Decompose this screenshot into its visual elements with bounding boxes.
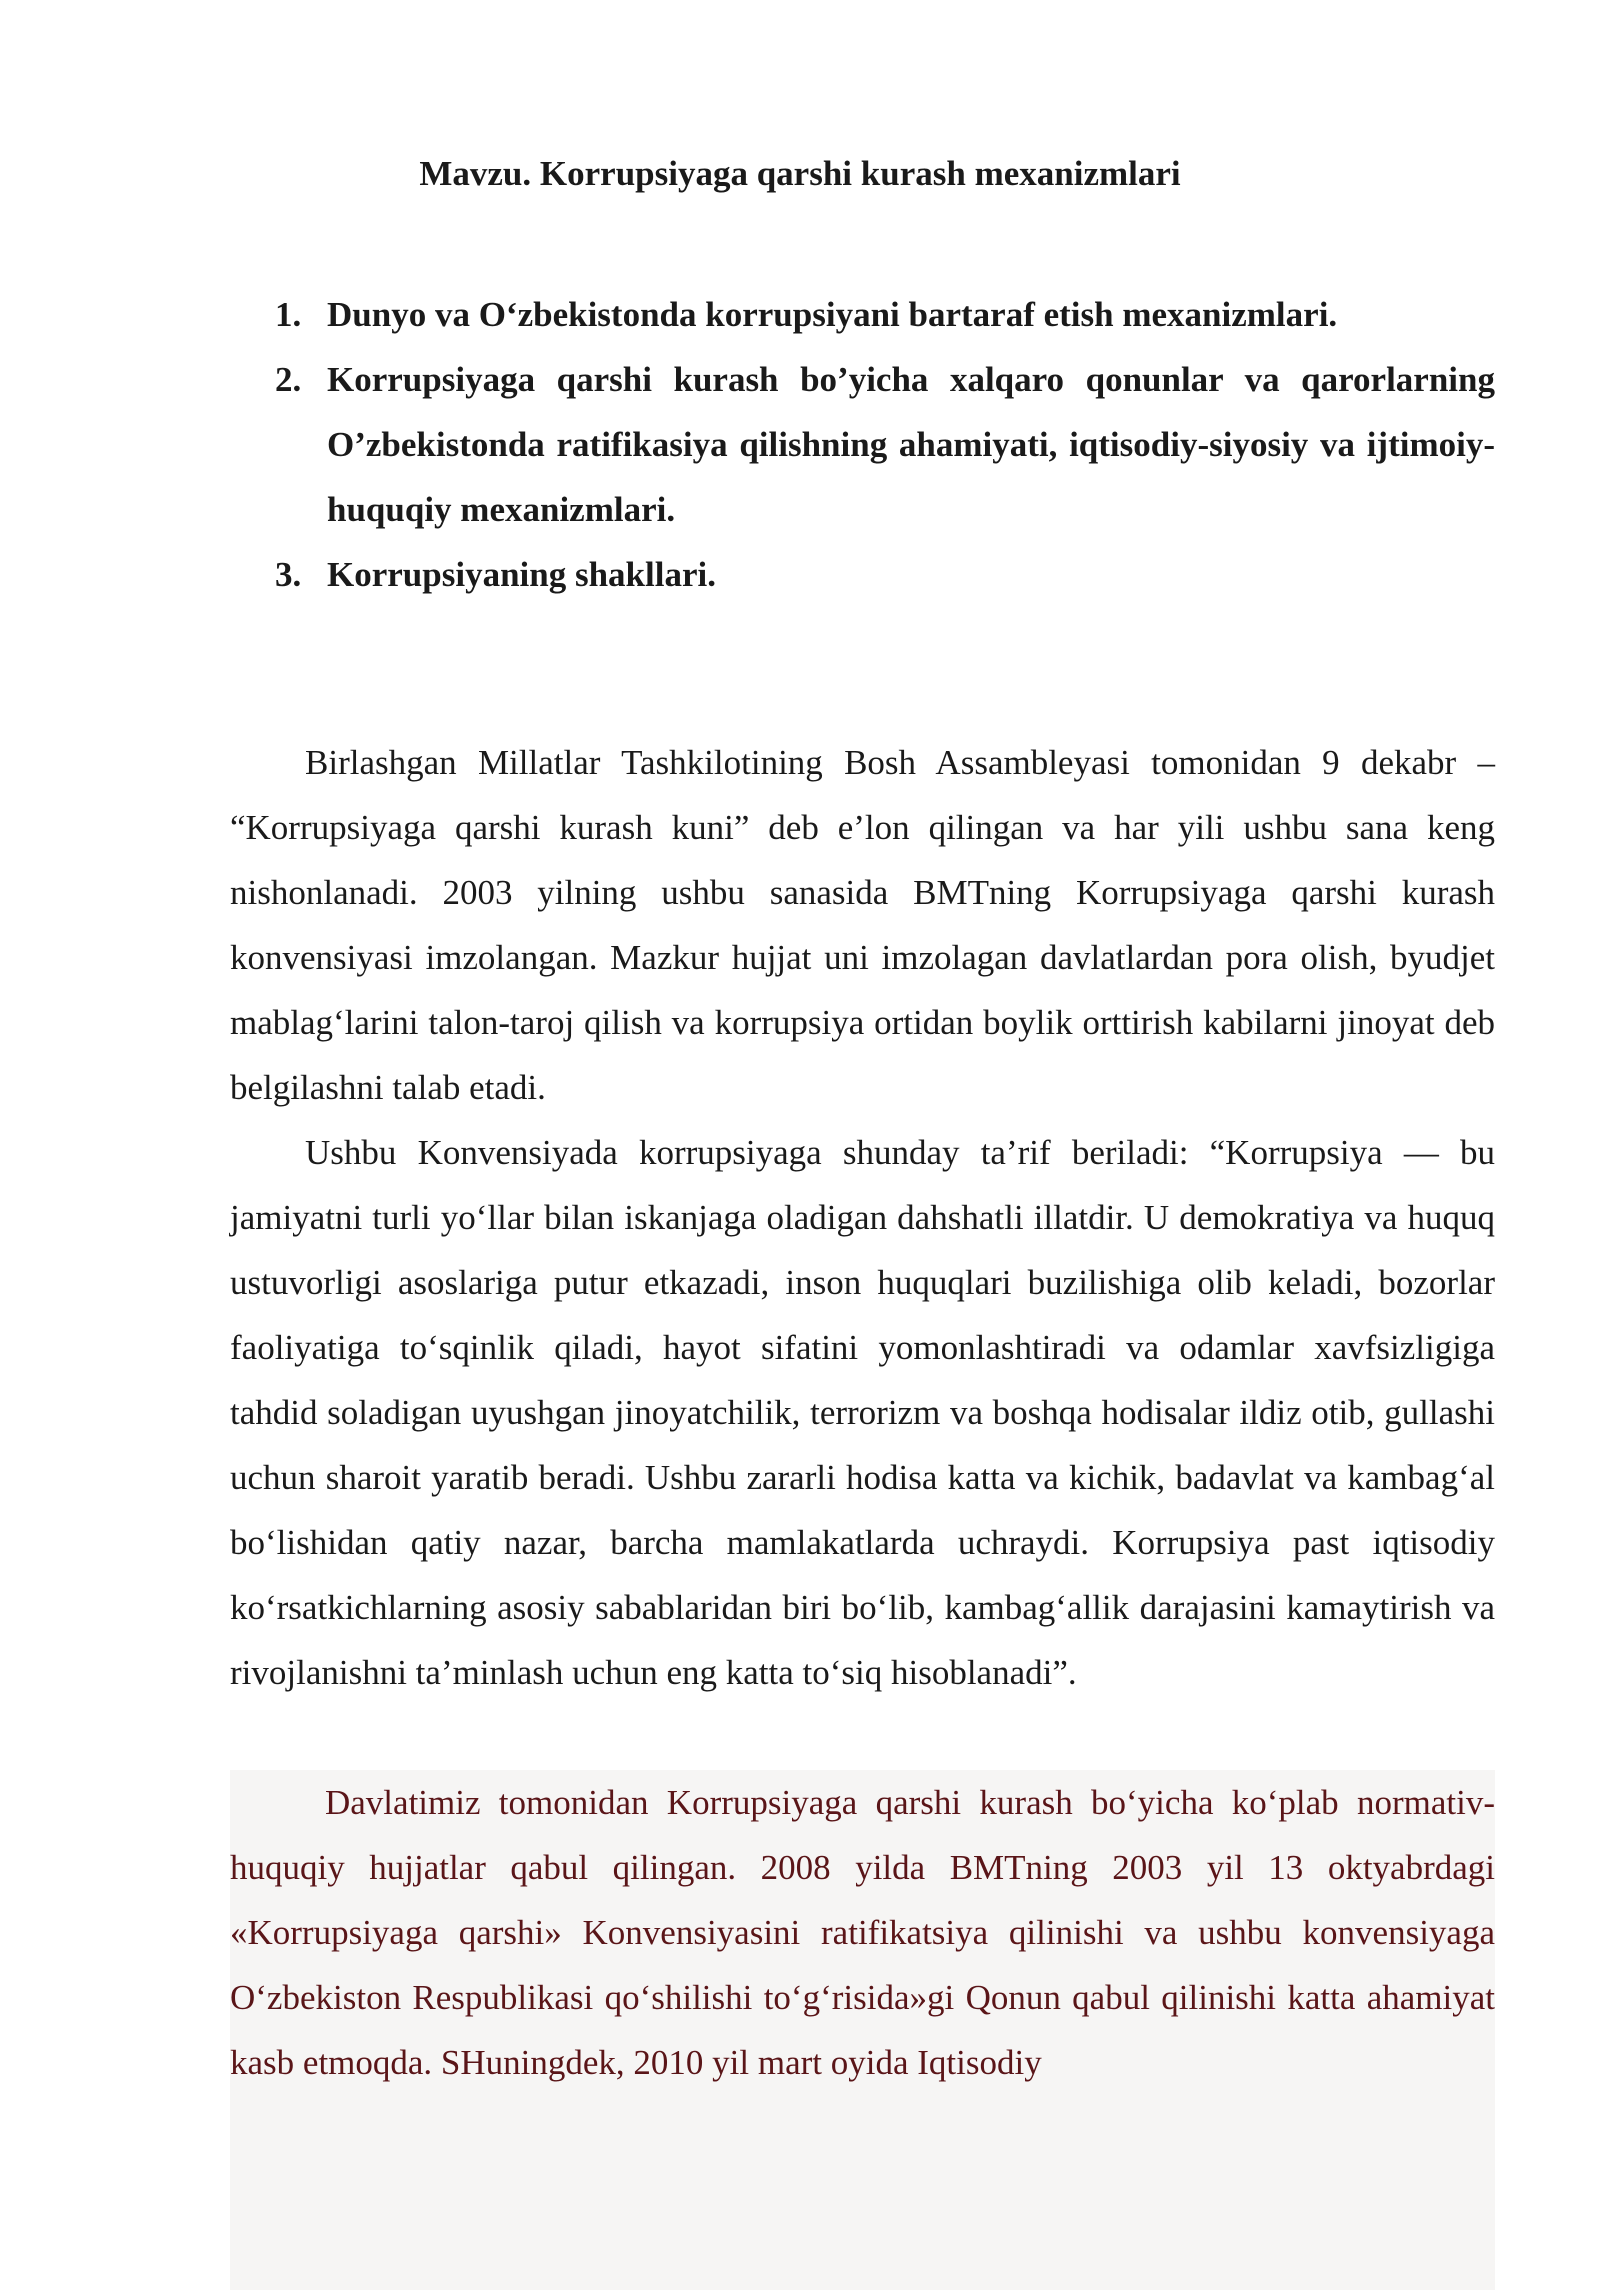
topic-number: 3.	[275, 555, 302, 594]
paragraph-block	[230, 730, 1495, 1120]
highlighted-paragraph-block	[230, 1770, 1495, 2290]
topic-number: 2.	[275, 360, 302, 399]
topic-text: Korrupsiyaning shakllari.	[327, 555, 716, 594]
topic-number: 1.	[275, 295, 302, 334]
paragraph-block	[230, 1120, 1495, 1705]
topic-item	[275, 282, 1495, 347]
topic-item	[275, 542, 1495, 607]
topic-list	[275, 282, 1495, 607]
body-paragraph: Ushbu Konvensiyada korrupsiyaga shunday ta’rif beriladi: “Korrupsiya — bu jamiyatni turli yo‘llar bilan iskanjaga oladigan dahshatli illatdir. U demokratiya va huquq ustuvorligi asoslariga putur etkazadi, inson huquqlari buzilishiga olib keladi, bozorlar faoliyatiga to‘sqinlik qiladi, hayot sifatini yomonlashtiradi va odamlar xavfsizligiga tahdid soladigan uyushgan jinoyatchilik, terrorizm va boshqa hodisalar ildiz otib, gullashi uchun sharoit yaratib beradi. Ushbu zararli hodisa katta va kichik, badavlat va kambag‘al bo‘lishidan qatiy nazar, barcha mamlakatlarda uchraydi. Korrupsiya past iqtisodiy ko‘rsatkichlarning asosiy sabablaridan biri bo‘lib, kambag‘allik darajasini kamaytirish va rivojlanishni ta’minlash uchun eng katta to‘siq hisoblanadi”.	[230, 1133, 1495, 1692]
page-title: Mavzu. Korrupsiyaga qarshi kurash mexanizmlari	[419, 154, 1181, 193]
highlighted-paragraph: Davlatimiz tomonidan Korrupsiyaga qarshi kurash bo‘yicha ko‘plab normativ-huquqiy hujjatlar qabul qilingan. 2008 yilda BMTning 2003 yil 13 oktyabrdagi «Korrupsiyaga qarshi» Konvensiyasini ratifikatsiya qilinishi va ushbu konvensiyaga O‘zbekiston Respublikasi qo‘shilishi to‘g‘risida»gi Qonun qabul qilinishi katta ahamiyat kasb etmoqda. SHuningdek, 2010 yil mart oyida Iqtisodiy	[230, 1783, 1495, 2082]
topic-item	[275, 347, 1495, 542]
topic-text: Dunyo va O‘zbekistonda korrupsiyani bartaraf etish mexanizmlari.	[327, 295, 1338, 334]
topic-text: Korrupsiyaga qarshi kurash bo’yicha xalqaro qonunlar va qarorlarning O’zbekistonda ratifikasiya qilishning ahamiyati, iqtisodiy-siyosiy va ijtimoiy-huquqiy mexanizmlari.	[327, 360, 1495, 529]
body-paragraph: Birlashgan Millatlar Tashkilotining Bosh Assambleyasi tomonidan 9 dekabr – “Korrupsiyaga qarshi kurash kuni” deb e’lon qilingan va har yili ushbu sana keng nishonlanadi. 2003 yilning ushbu sanasida BMTning Korrupsiyaga qarshi kurash konvensiyasi imzolangan. Mazkur hujjat uni imzolagan davlatlardan pora olish, byudjet mablag‘larini talon-taroj qilish va korrupsiya ortidan boylik orttirish kabilarni jinoyat deb belgilashni talab etadi.	[230, 743, 1495, 1107]
